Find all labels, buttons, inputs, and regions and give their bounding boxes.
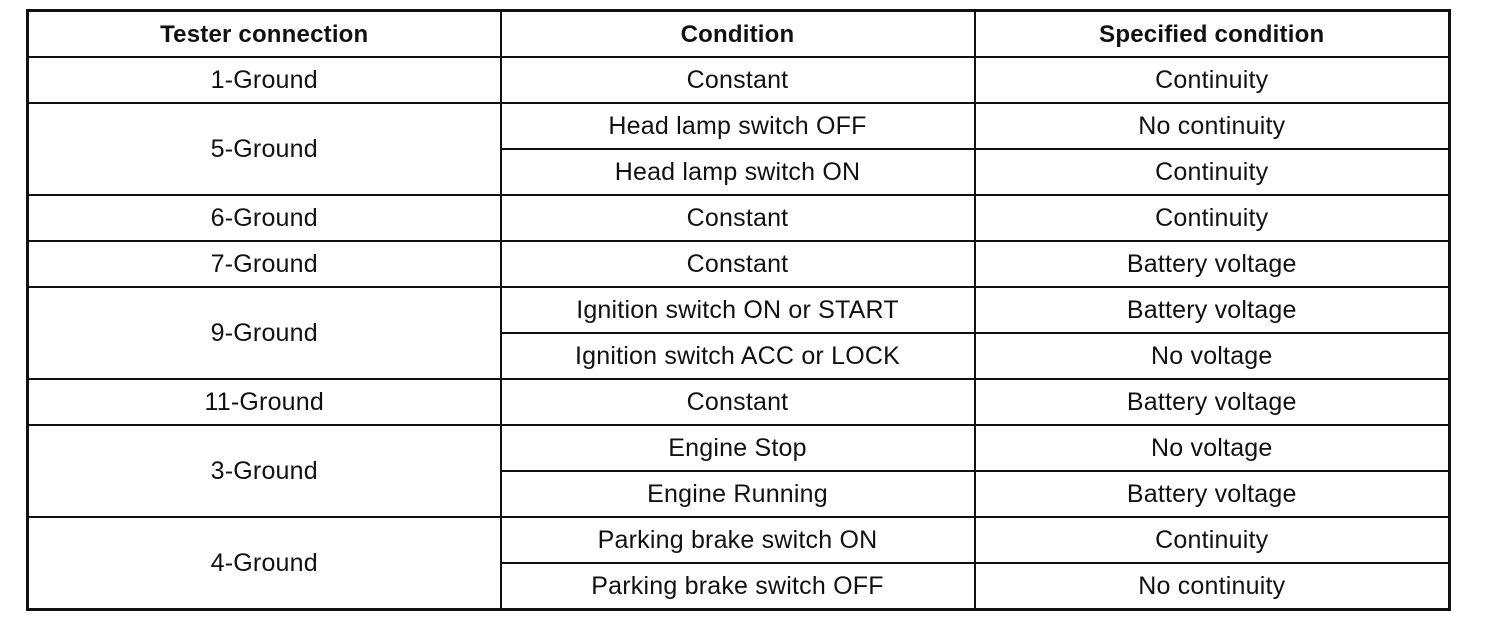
- condition-cell: Ignition switch ACC or LOCK: [501, 333, 975, 379]
- table-row: [28, 517, 1450, 563]
- tester-connection-cell: 6-Ground: [28, 195, 501, 241]
- table-row: [28, 379, 1450, 425]
- specified-condition-cell: No continuity: [975, 103, 1450, 149]
- header-tester-connection: Tester connection: [28, 11, 501, 58]
- tester-connection-cell: 4-Ground: [28, 517, 501, 610]
- specified-condition-cell: Battery voltage: [975, 241, 1450, 287]
- specified-condition-cell: Battery voltage: [975, 379, 1450, 425]
- specified-condition-cell: Continuity: [975, 517, 1450, 563]
- header-specified-condition: Specified condition: [975, 11, 1450, 58]
- condition-cell: Engine Stop: [501, 425, 975, 471]
- specified-condition-cell: No voltage: [975, 425, 1450, 471]
- tester-connection-cell: 11-Ground: [28, 379, 501, 425]
- condition-cell: Ignition switch ON or START: [501, 287, 975, 333]
- tester-connection-cell: 5-Ground: [28, 103, 501, 195]
- tester-connection-cell: 3-Ground: [28, 425, 501, 517]
- condition-cell: Parking brake switch OFF: [501, 563, 975, 610]
- header-row: [28, 11, 1450, 58]
- table-row: [28, 103, 1450, 149]
- condition-cell: Engine Running: [501, 471, 975, 517]
- tester-connection-table: [26, 9, 1451, 611]
- tester-connection-cell: 7-Ground: [28, 241, 501, 287]
- table-row: [28, 425, 1450, 471]
- table-row: [28, 57, 1450, 103]
- condition-cell: Head lamp switch OFF: [501, 103, 975, 149]
- condition-cell: Constant: [501, 241, 975, 287]
- condition-cell: Constant: [501, 379, 975, 425]
- specified-condition-cell: No voltage: [975, 333, 1450, 379]
- tester-connection-cell: 9-Ground: [28, 287, 501, 379]
- table-row: [28, 241, 1450, 287]
- condition-cell: Constant: [501, 57, 975, 103]
- specified-condition-cell: Battery voltage: [975, 287, 1450, 333]
- header-condition: Condition: [501, 11, 975, 58]
- tester-connection-cell: 1-Ground: [28, 57, 501, 103]
- specified-condition-cell: No continuity: [975, 563, 1450, 610]
- condition-cell: Head lamp switch ON: [501, 149, 975, 195]
- condition-cell: Constant: [501, 195, 975, 241]
- table-row: [28, 195, 1450, 241]
- specified-condition-cell: Continuity: [975, 57, 1450, 103]
- table-row: [28, 287, 1450, 333]
- specified-condition-cell: Continuity: [975, 149, 1450, 195]
- specified-condition-cell: Battery voltage: [975, 471, 1450, 517]
- specified-condition-cell: Continuity: [975, 195, 1450, 241]
- condition-cell: Parking brake switch ON: [501, 517, 975, 563]
